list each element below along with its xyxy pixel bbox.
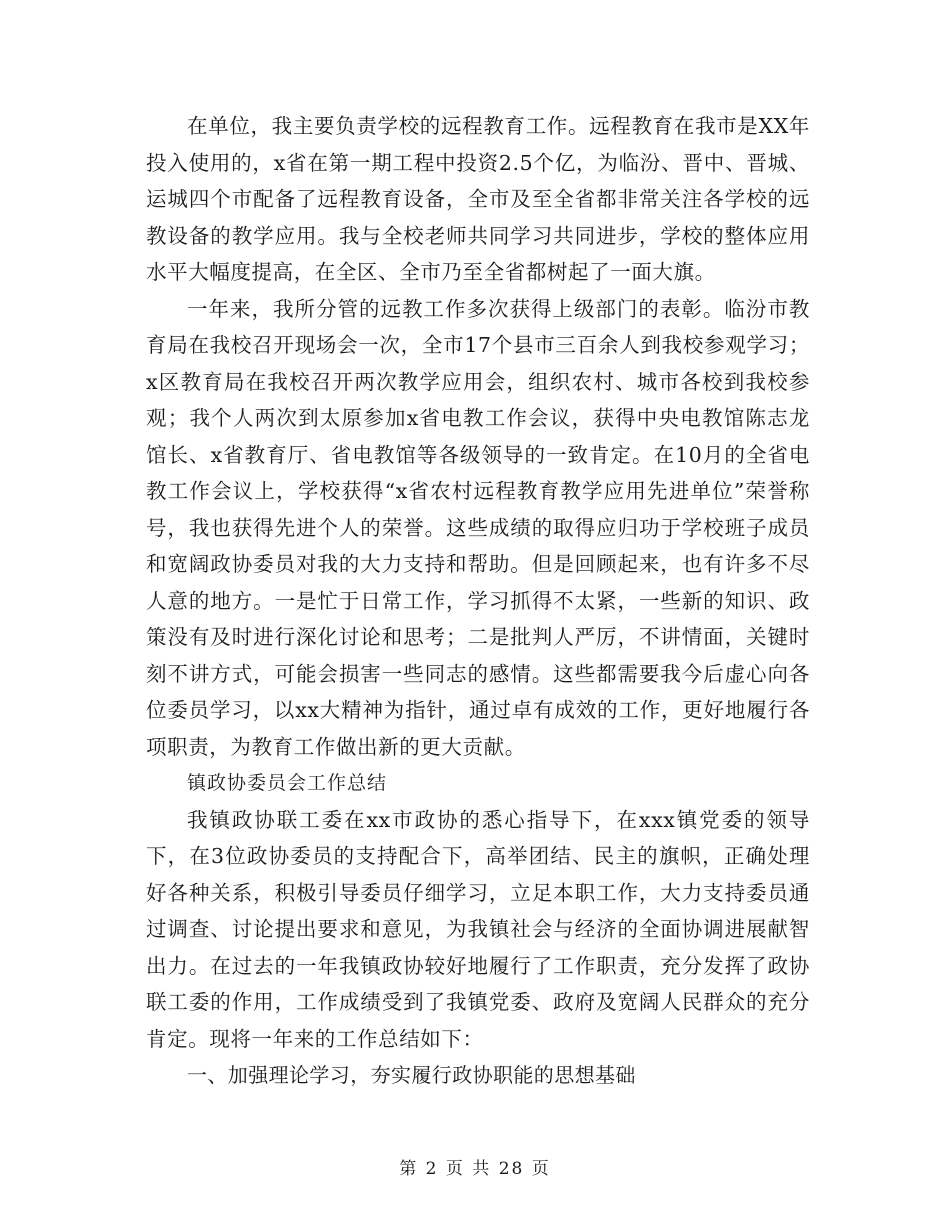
- paragraph-remote-education: 在单位，我主要负责学校的远程教育工作。远程教育在我市是XX年投入使用的，x省在第一期工程中投资2.5个亿，为临汾、晋中、晋城、运城四个市配备了远程教育设备，全市及至全省都非常关注各学校的远教设备的教学应用。我与全校老师共同学习共同进步，学校的整体应用水平大幅度提高，在全区、全市乃至全省都树起了一面大旗。: [146, 114, 810, 284]
- section-title: 镇政协委员会工作总结: [187, 772, 388, 794]
- paragraph-achievements: 一年来，我所分管的远教工作多次获得上级部门的表彰。临汾市教育局在我校召开现场会一次，全市17个县市三百余人到我校参观学习；x区教育局在我校召开两次教学应用会，组织农村、城市各校到我校参观；我个人两次到太原参加x省电教工作会议，获得中央电教馆陈志龙馆长、x省教育厅、省电教馆等各级领导的一致肯定。在10月的全省电教工作会议上，学校获得“x省农村远程教育教学应用先进单位”荣誉称号，我也获得先进个人的荣誉。这些成绩的取得应归功于学校班子成员和宽阔政协委员对我的大力支持和帮助。但是回顾起来，也有许多不尽人意的地方。一是忙于日常工作，学习抓得不太紧，一些新的知识、政策没有及时进行深化讨论和思考；二是批判人严厉，不讲情面，关键时刻不讲方式，可能会损害一些同志的感情。这些都需要我今后虚心向各位委员学习，以xx大精神为指针，通过卓有成效的工作，更好地履行各项职责，为教育工作做出新的更大贡献。: [146, 296, 810, 759]
- paragraph-summary-intro: 我镇政协联工委在xx市政协的悉心指导下，在xxx镇党委的领导下，在3位政协委员的支持配合下，高举团结、民主的旗帜，正确处理好各种关系，积极引导委员仔细学习，立足本职工作，大力支持委员通过调查、讨论提出要求和意见，为我镇社会与经济的全面协调进展献智出力。在过去的一年我镇政协较好地履行了工作职责，充分发挥了政协联工委的作用，工作成绩受到了我镇党委、政府及宽阔人民群众的充分肯定。现将一年来的工作总结如下：: [146, 807, 810, 1051]
- section-heading-1: 一、加强理论学习，夯实履行政协职能的思想基础: [187, 1063, 636, 1087]
- page-number-footer: 第 2 页 共 28 页: [399, 1159, 551, 1179]
- document-body: [146, 108, 810, 1094]
